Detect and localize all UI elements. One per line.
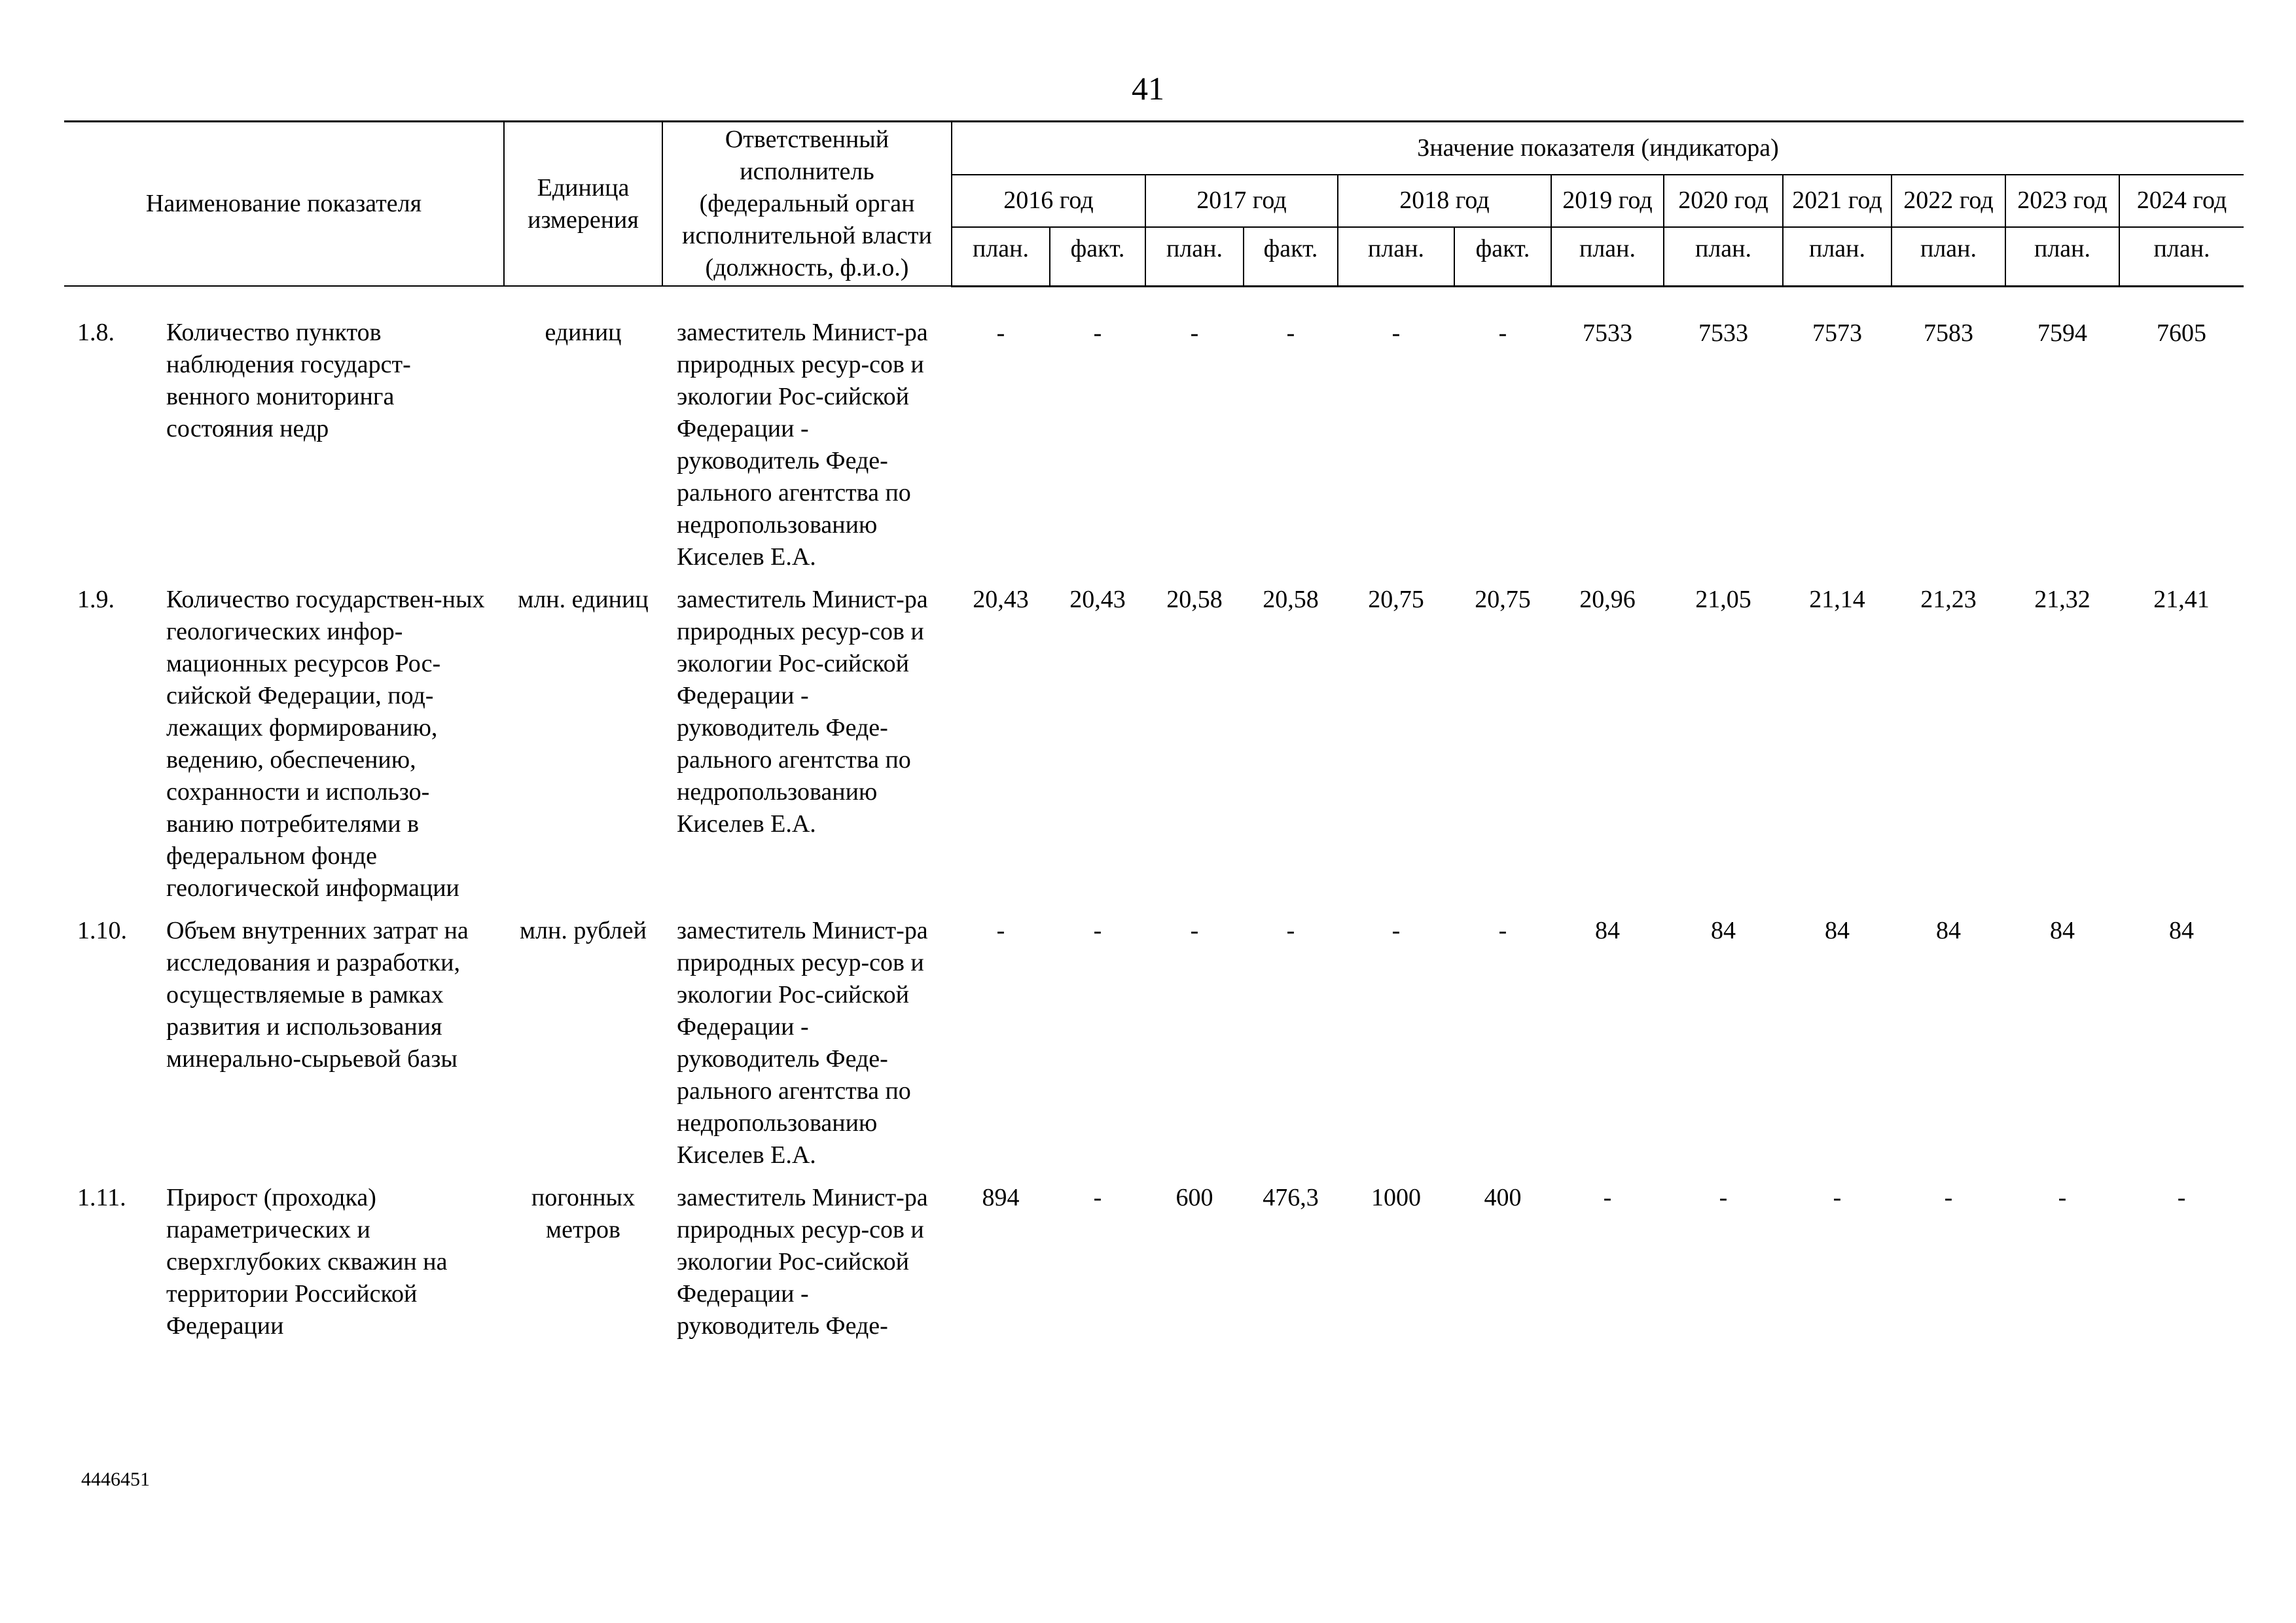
header-year: 2024 год (2119, 175, 2244, 227)
value-cell: - (2177, 1184, 2186, 1211)
value-cell: - (1498, 319, 1507, 347)
row-number: 1.8. (77, 319, 115, 346)
value-cell: - (1093, 1184, 1102, 1211)
row-unit: млн. единиц (518, 586, 649, 613)
value-cell: 21,23 (1920, 586, 1977, 613)
value-cell: - (996, 917, 1005, 944)
value-cell: 7573 (1812, 319, 1862, 347)
value-cell: 7594 (2037, 319, 2087, 347)
value-cell: - (1391, 319, 1401, 347)
value-cell: 20,75 (1368, 586, 1424, 613)
row-unit: единиц (545, 319, 622, 346)
value-cell: 20,75 (1475, 586, 1531, 613)
header-plan: план. (1892, 227, 2005, 286)
value-cell: 84 (1936, 917, 1961, 944)
row-responsible: заместитель Минист-ра природных ресур-сов и экологии Рос-сийской Федерации - руководитель Феде-рального агентства по недропользованию Киселев Е.А. (677, 917, 928, 1169)
value-cell: 894 (982, 1184, 1020, 1211)
header-year: 2017 год (1145, 175, 1338, 227)
table-row (64, 584, 2244, 915)
row-number: 1.11. (77, 1184, 126, 1211)
value-cell: 21,05 (1695, 586, 1751, 613)
row-name (64, 915, 504, 1182)
header-year: 2022 год (1892, 175, 2005, 227)
header-year: 2019 год (1551, 175, 1664, 227)
table-row (64, 286, 2244, 584)
value-cell: - (1944, 1184, 1953, 1211)
value-cell: - (1286, 917, 1295, 944)
header-year: 2020 год (1664, 175, 1783, 227)
header-plan: план. (1338, 227, 1454, 286)
page-number: 41 (1132, 70, 1164, 107)
row-name (64, 584, 504, 915)
value-cell: 20,43 (973, 586, 1029, 613)
value-cell: 84 (1825, 917, 1850, 944)
value-cell: 1000 (1371, 1184, 1421, 1211)
row-name (64, 1182, 504, 1353)
header-year: 2018 год (1338, 175, 1551, 227)
header-plan: план. (952, 227, 1050, 286)
value-cell: - (1603, 1184, 1612, 1211)
header-unit: Единица измерения (504, 122, 662, 287)
header-fact: факт. (1454, 227, 1551, 286)
header-values-group: Значение показателя (индикатора) (952, 122, 2244, 175)
value-cell: - (1391, 917, 1401, 944)
value-cell: 21,32 (2034, 586, 2090, 613)
row-title: Прирост (проходка) параметрических и сверхглубоких скважин на территории Российской Федерации (166, 1184, 448, 1340)
value-cell: 600 (1175, 1184, 1213, 1211)
value-cell: 476,3 (1263, 1184, 1319, 1211)
header-responsible: Ответственный исполнитель (федеральный орган исполнительной власти (должность, ф.и.о.) (662, 122, 952, 287)
value-cell: - (1093, 917, 1102, 944)
value-cell: 7583 (1924, 319, 1973, 347)
row-responsible: заместитель Минист-ра природных ресур-сов и экологии Рос-сийской Федерации - руководитель Феде-рального агентства по недропользованию Киселев Е.А. (677, 586, 928, 838)
value-cell: - (1190, 917, 1199, 944)
value-cell: 84 (1595, 917, 1620, 944)
value-cell: 400 (1484, 1184, 1522, 1211)
row-title: Объем внутренних затрат на исследования и разработки, осуществляемые в рамках развития и использования минерально-сырьевой базы (166, 917, 469, 1073)
value-cell: - (1190, 319, 1199, 347)
document-code: 4446451 (81, 1469, 150, 1490)
value-cell: 7605 (2157, 319, 2207, 347)
header-year: 2023 год (2005, 175, 2119, 227)
value-cell: 7533 (1698, 319, 1748, 347)
row-unit: млн. рублей (520, 917, 647, 944)
value-cell: - (996, 319, 1005, 347)
table-header (64, 122, 2244, 287)
table-row (64, 915, 2244, 1182)
header-year: 2016 год (952, 175, 1145, 227)
value-cell: 84 (2169, 917, 2195, 944)
row-title: Количество государствен-ных геологических инфор-мационных ресурсов Рос-сийской Федерации, под-лежащих формированию, ведению, обеспечению, сохранности и использо-ванию потребителями в федеральном фонде геологической информации (166, 586, 485, 902)
value-cell: - (1833, 1184, 1842, 1211)
value-cell: - (1719, 1184, 1728, 1211)
row-unit: погонных метров (531, 1184, 636, 1243)
row-title: Количество пунктов наблюдения государст-венного мониторинга состояния недр (166, 319, 411, 442)
indicator-table (64, 120, 2244, 1353)
row-responsible: заместитель Минист-ра природных ресур-сов и экологии Рос-сийской Федерации - руководитель Феде- (677, 1184, 928, 1340)
table-body (64, 286, 2244, 1353)
value-cell: 20,58 (1263, 586, 1319, 613)
header-plan: план. (1664, 227, 1783, 286)
value-cell: - (1093, 319, 1102, 347)
header-fact: факт. (1050, 227, 1145, 286)
header-name: Наименование показателя (64, 122, 504, 287)
header-year: 2021 год (1783, 175, 1892, 227)
header-plan: план. (2005, 227, 2119, 286)
header-plan: план. (2119, 227, 2244, 286)
value-cell: - (2058, 1184, 2067, 1211)
value-cell: 84 (2050, 917, 2075, 944)
value-cell: 21,14 (1809, 586, 1865, 613)
value-cell: 20,58 (1166, 586, 1223, 613)
value-cell: 84 (1711, 917, 1736, 944)
value-cell: 21,41 (2153, 586, 2210, 613)
table-row (64, 1182, 2244, 1353)
value-cell: 20,96 (1579, 586, 1636, 613)
header-plan: план. (1145, 227, 1244, 286)
header-plan: план. (1783, 227, 1892, 286)
header-plan: план. (1551, 227, 1664, 286)
value-cell: - (1286, 319, 1295, 347)
row-number: 1.9. (77, 586, 115, 613)
value-cell: 7533 (1583, 319, 1632, 347)
value-cell: - (1498, 917, 1507, 944)
value-cell: 20,43 (1069, 586, 1126, 613)
row-number: 1.10. (77, 917, 127, 944)
row-responsible: заместитель Минист-ра природных ресур-сов и экологии Рос-сийской Федерации - руководитель Феде-рального агентства по недропользованию Киселев Е.А. (677, 319, 928, 571)
row-name (64, 286, 504, 584)
header-fact: факт. (1244, 227, 1338, 286)
